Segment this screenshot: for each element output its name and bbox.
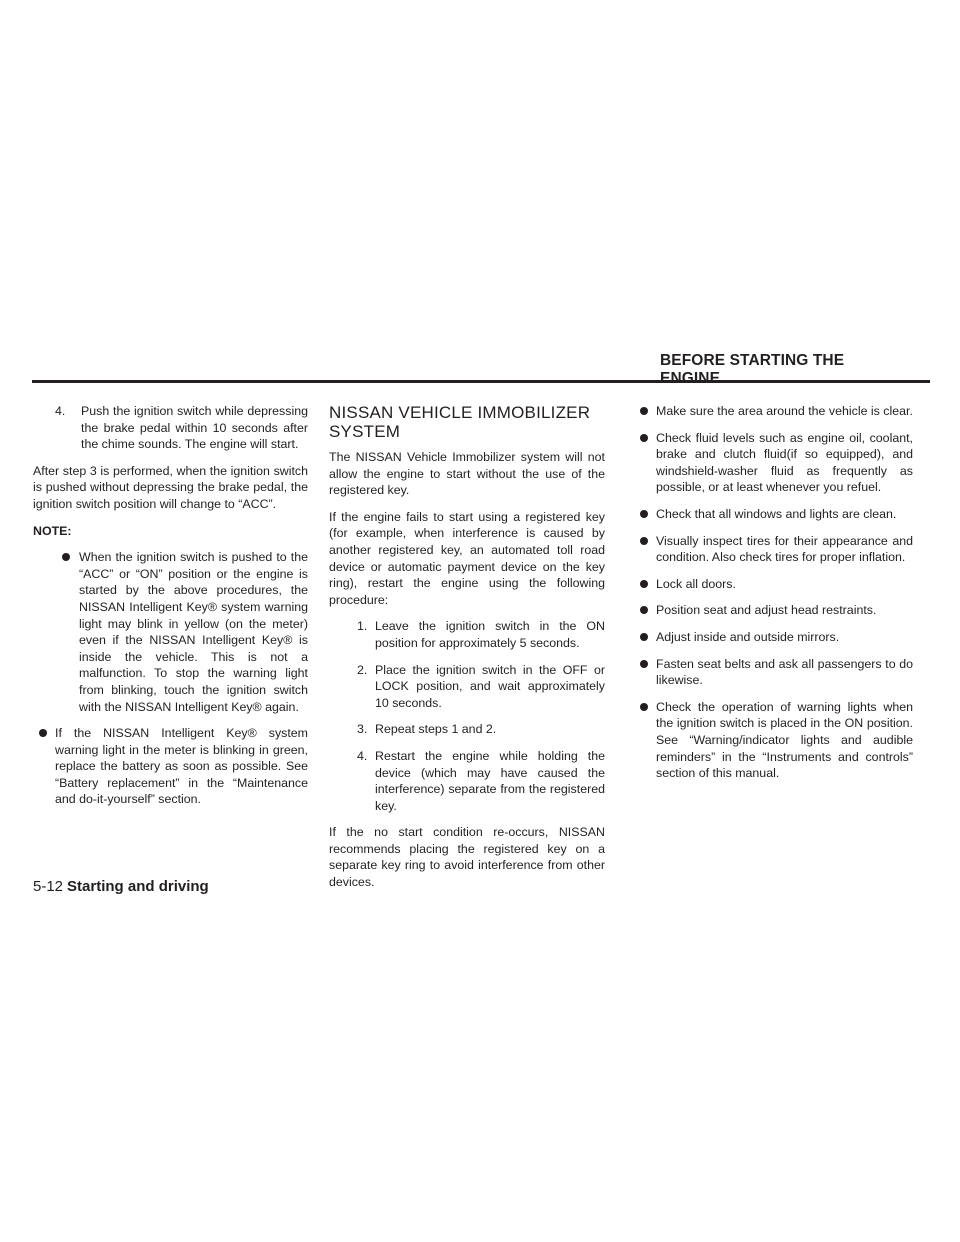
paragraph: If the engine fails to start using a registered key (for example, when interference is caused by another registered key, an automated toll road device or automatic payment device on the key ring), restart the engine using the following procedure: [329, 509, 605, 607]
bullet-text: Check the operation of warning lights when the ignition switch is placed in the ON position. See “Warning/indicator lights and audible reminders” in the “Instruments and controls” section of this manual. [656, 699, 913, 781]
bullet-icon [640, 434, 648, 442]
bullet-text: Position seat and adjust head restraints. [656, 603, 877, 618]
bullet-icon [640, 703, 648, 711]
list-item [634, 403, 913, 420]
bullet-text: Fasten seat belts and ask all passengers to do likewise. [656, 656, 913, 688]
paragraph: The NISSAN Vehicle Immobilizer system will not allow the engine to start without the use of the registered key. [329, 450, 605, 498]
paragraph: If the no start condition re-occurs, NISSAN recommends placing the registered key on a separate key ring to avoid interference from other devices. [329, 825, 605, 890]
step-text: Restart the engine while holding the device (which may have caused the interference) separate from the registered key. [375, 748, 605, 813]
bullet-icon [640, 660, 648, 668]
bullet-text: Adjust inside and outside mirrors. [656, 629, 840, 644]
step-number: 4. [55, 404, 66, 418]
bullet-text: If the NISSAN Intelligent Key® system warning light in the meter is blinking in green, replace the battery as soon as possible. See “Battery replacement” in the “Maintenance and do-it-yourself” section. [55, 726, 308, 807]
bullet-text: Make sure the area around the vehicle is clear. [656, 404, 913, 418]
step-text: Place the ignition switch in the OFF or LOCK position, and wait approximately 10 seconds. [375, 662, 605, 710]
section-heading: NISSAN VEHICLE IMMOBILIZER SYSTEM [329, 403, 591, 441]
bullet-icon [640, 633, 648, 641]
step-item [33, 403, 308, 453]
bullet-icon [39, 729, 47, 737]
bullet-text: When the ignition switch is pushed to the “ACC” or “ON” position or the engine is started by the above procedures, the NISSAN Intelligent Key® system warning light may blink in yellow (on the meter) even if the NISSAN Intelligent Key® is inside the vehicle. This is not a malfunction. To stop the warning light from blinking, touch the ignition switch with the NISSAN Intelligent Key® again. [79, 550, 308, 714]
list-item [33, 725, 308, 808]
step-number: 4. [357, 748, 368, 763]
bullet-icon [640, 580, 648, 588]
column-right [634, 403, 913, 792]
list-item [33, 549, 308, 715]
step-number: 1. [357, 619, 368, 634]
bullet-icon [640, 606, 648, 614]
step-item [329, 618, 605, 651]
page-number: 5-12 [33, 878, 64, 895]
bullet-icon [640, 510, 648, 518]
step-text: Leave the ignition switch in the ON position for approximately 5 seconds. [375, 619, 605, 650]
bullet-text: Lock all doors. [656, 576, 736, 591]
list-item [634, 533, 913, 566]
page-footer [33, 878, 209, 895]
bullet-icon [640, 407, 648, 415]
bullet-text: Visually inspect tires for their appearance and condition. Also check tires for proper inflation. [656, 533, 913, 565]
section-header: BEFORE STARTING THE ENGINE [660, 352, 845, 387]
column-left [33, 403, 308, 818]
step-number: 3. [357, 722, 368, 737]
list-item [634, 629, 913, 646]
list-item [634, 699, 913, 782]
bullet-text: Check that all windows and lights are clean. [656, 506, 897, 521]
column-middle [329, 403, 605, 901]
footer-section-title: Starting and driving [67, 878, 209, 895]
bullet-icon [640, 537, 648, 545]
list-item [634, 576, 913, 593]
list-item [634, 656, 913, 689]
list-item [634, 506, 913, 523]
step-item [329, 748, 605, 814]
step-item [329, 721, 605, 738]
list-item [634, 602, 913, 619]
note-label: NOTE: [33, 523, 72, 538]
step-text: Repeat steps 1 and 2. [375, 722, 497, 737]
bullet-text: Check fluid levels such as engine oil, coolant, brake and clutch fluid(if so equipped), and windshield-washer fluid as frequently as possible, or at least whenever you refuel. [656, 430, 913, 495]
bullet-icon [62, 553, 70, 561]
list-item [634, 430, 913, 496]
paragraph: After step 3 is performed, when the ignition switch is pushed without depressing the brake pedal, the ignition switch position will change to “ACC”. [33, 463, 308, 511]
step-item [329, 662, 605, 712]
header-rule [32, 380, 930, 383]
step-text: Push the ignition switch while depressing the brake pedal within 10 seconds after the chime sounds. The engine will start. [81, 404, 308, 452]
step-number: 2. [357, 662, 368, 677]
